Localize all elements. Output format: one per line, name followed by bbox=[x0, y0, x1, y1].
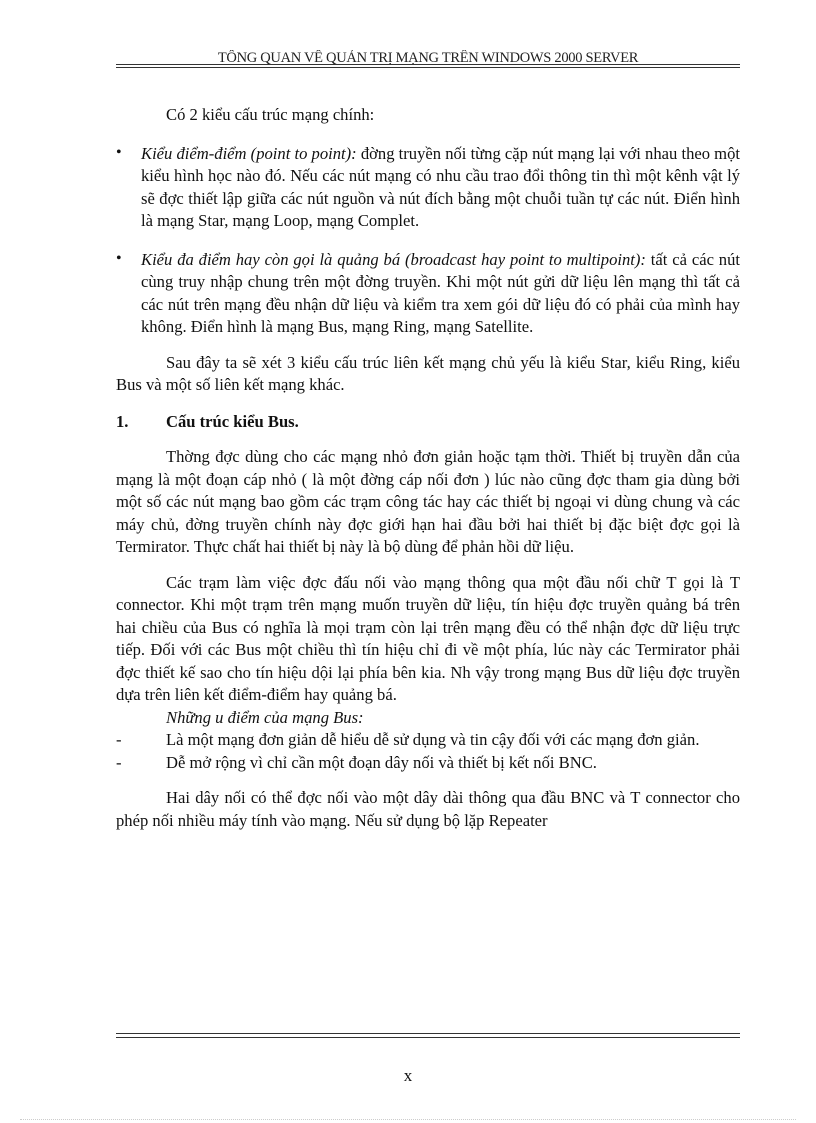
document-body bbox=[116, 104, 740, 832]
page-number: x bbox=[403, 1066, 413, 1085]
header-rule-double bbox=[116, 67, 740, 68]
bullet-text: tất cả các nút cùng truy nhập chung trên một đờng truyền. Khi một nút gửi dữ liệu lên mạng thì tất cả các nút trên mạng đều nhận dữ liệu và kiểm tra xem gói dữ liệu đó có phải của mình hay không. Điển hình là mạng Bus, mạng Ring, mạng Satellite. bbox=[141, 249, 740, 336]
list-item-text: Dễ mở rộng vì chỉ cần một đoạn dây nối và thiết bị kết nối BNC. bbox=[166, 752, 597, 772]
section-number: 1. bbox=[116, 411, 129, 431]
bullet-term: Kiểu điểm-điểm (point to point): bbox=[141, 143, 357, 163]
intro-paragraph: Có 2 kiểu cấu trúc mạng chính: bbox=[166, 105, 375, 124]
bullet-icon: • bbox=[116, 143, 122, 161]
header-title: TỔNG QUAN VỀ QUẢN TRỊ MẠNG TRÊN WINDOWS 2000 SERVER bbox=[217, 50, 639, 66]
overview-paragraph: Sau đây ta sẽ xét 3 kiểu cấu trúc liên kết mạng chủ yếu là kiểu Star, kiểu Ring, kiểu Bus và một số liên kết mạng khác. bbox=[116, 352, 740, 394]
advantages-heading: Những u điểm của mạng Bus: bbox=[166, 707, 364, 727]
page-header bbox=[116, 50, 740, 70]
body-paragraph: Các trạm làm việc đợc đấu nối vào mạng thông qua một đầu nối chữ T gọi là T connector. Khi một trạm trên mạng muốn truyền dữ liệu, tín hiệu đợc truyền quảng bá trên hai chiều của Bus có nghĩa là mọi trạm còn lại trên mạng đều có thể nhận đợc dữ liệu trực tiếp. Đối với các Bus một chiều thì tín hiệu chỉ đi về một phía, lúc này các Termirator phải đợc thiết kế sao cho tín hiệu dội lại phía bên kia. Nh vậy trong mạng Bus dữ liệu đợc truyền dựa trên liên kết điểm-điểm hay quảng bá. bbox=[116, 572, 740, 704]
footer-rule-double bbox=[116, 1037, 740, 1038]
bullet-item bbox=[116, 249, 740, 339]
bullet-icon: • bbox=[116, 249, 122, 267]
dash-marker: - bbox=[116, 730, 122, 749]
bullet-item bbox=[116, 143, 740, 233]
list-item bbox=[116, 729, 740, 752]
bullet-text: đờng truyền nối từng cặp nút mạng lại với nhau theo một kiểu hình học nào đó. Nếu các nút mạng có nhu cầu trao đổi thông tin thì một kênh vật lý sẽ đợc thiết lập giữa các nút nguồn và nút đích bằng một chuỗi tuần tự các nút. Điển hình là mạng Star, mạng Loop, mạng Complet. bbox=[141, 143, 740, 230]
list-item-text: Là một mạng đơn giản dễ hiểu dễ sử dụng và tin cậy đối với các mạng đơn giản. bbox=[166, 730, 700, 749]
footer-rule bbox=[116, 1033, 740, 1034]
bullet-term: Kiểu đa điểm hay còn gọi là quảng bá (broadcast hay point to multipoint): bbox=[141, 249, 646, 269]
body-paragraph: Hai dây nối có thể đợc nối vào một dây dài thông qua đầu BNC và T connector cho phép nối nhiều máy tính vào mạng. Nếu sử dụng bộ lặp Repeater bbox=[116, 788, 740, 830]
list-item bbox=[116, 752, 740, 775]
body-paragraph: Thờng đợc dùng cho các mạng nhỏ đơn giản hoặc tạm thời. Thiết bị truyền dẫn của mạng là một đoạn cáp nhỏ ( là một đờng cáp nối đơn ) lúc nào cũng đợc tham gia dùng bởi một số các nút mạng bao gồm các trạm công tác hay các thiết bị ngoại vi dùng chung và các máy chủ, đờng truyền chính này đợc giới hạn hai đầu bởi hai thiết bị đặc biệt đợc gọi là Termirator. Thực chất hai thiết bị này là bộ dùng để phản hồi dữ liệu. bbox=[116, 447, 740, 556]
page-edge-divider bbox=[20, 1119, 796, 1120]
section-heading bbox=[116, 411, 740, 434]
header-rule bbox=[116, 64, 740, 65]
dash-marker: - bbox=[116, 752, 122, 772]
section-title: Cấu trúc kiểu Bus. bbox=[166, 411, 299, 431]
